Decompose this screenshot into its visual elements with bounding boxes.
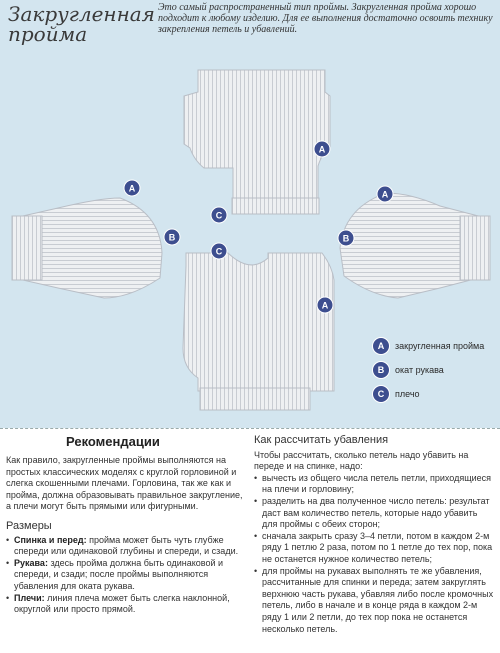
marker-a-front xyxy=(317,297,333,313)
right-cuff xyxy=(460,216,490,280)
legend-item-b xyxy=(373,358,484,382)
svg-text:B: B xyxy=(342,233,350,244)
svg-text:A: A xyxy=(128,183,136,194)
marker-a-left-sleeve xyxy=(124,180,140,196)
decreases-list xyxy=(254,473,494,635)
legend-marker: B xyxy=(373,362,389,378)
svg-text:C: C xyxy=(215,246,223,257)
marker-c-front xyxy=(211,243,227,259)
marker-a-back xyxy=(314,141,330,157)
decreases-intro: Чтобы рассчитать, сколько петель надо убавить на переде и на спинке, надо: xyxy=(254,449,469,472)
front-hem xyxy=(200,388,310,410)
marker-a-right-sleeve xyxy=(377,186,393,202)
list-item: • вычесть из общего числа петель петли, приходящиеся на плечи и горловину; xyxy=(254,473,494,496)
text-panel xyxy=(0,428,500,653)
title-line-1: Закругленная xyxy=(8,2,155,26)
svg-text:A: A xyxy=(321,300,329,311)
list-item: • Плечи: линия плеча может быть слегка наклонной, округлой или просто прямой. xyxy=(6,593,244,616)
sizes-list xyxy=(6,535,244,616)
title-line-2: пройма xyxy=(8,22,88,46)
back-hem xyxy=(232,198,319,214)
svg-text:A: A xyxy=(381,189,389,200)
intro-text: Это самый распространенный тип проймы. Закругленная пройма хорошо подходит к любому изделию. Для ее выполнения достаточно освоить технику закрепления петель и убавлений. xyxy=(158,2,493,35)
legend-item-c xyxy=(373,382,484,406)
illustration-area xyxy=(0,48,500,428)
list-item: • сначала закрыть сразу 3–4 петли, потом в каждом 2-м ряду 1 петлю 2 раза, потом по 1 петле до тех пор, пока не останется нужное количество петель; xyxy=(254,531,494,566)
legend-marker: C xyxy=(373,386,389,402)
recommendations-column xyxy=(6,455,244,616)
legend-label: плечо xyxy=(395,389,420,399)
legend-label: окат рукава xyxy=(395,365,444,375)
back-piece xyxy=(184,70,330,202)
svg-text:A: A xyxy=(318,144,326,155)
decreases-title: Как рассчитать убавления xyxy=(254,434,389,446)
legend xyxy=(373,334,484,406)
list-item: • для проймы на рукавах выполнять те же убавления, рассчитанные для спинки и переда; затем закруглять верхнюю часть рукава, убавляя либо после кромочных петель, либо в начале и в конце ряда в каждом 2-м ряду 1 или 2 петли, до тех пор пока не останется несколько петель. xyxy=(254,566,494,636)
page-title xyxy=(8,4,155,44)
svg-text:C: C xyxy=(215,210,223,221)
left-cuff xyxy=(12,216,42,280)
legend-marker: A xyxy=(373,338,389,354)
recommendations-title: Рекомендации xyxy=(66,434,160,449)
front-piece xyxy=(183,253,334,391)
list-item: • Рукава: здесь пройма должна быть одинаковой и спереди, и сзади; после проймы выполняются убавления для оката рукава. xyxy=(6,558,244,593)
marker-b-right-sleeve xyxy=(338,230,354,246)
list-item: • Спинка и перед: пройма может быть чуть глубже спереди или одинаковой глубины и спереди, и сзади. xyxy=(6,535,244,558)
decreases-column xyxy=(254,435,494,635)
marker-c-back xyxy=(211,207,227,223)
svg-text:B: B xyxy=(168,232,176,243)
header xyxy=(0,0,500,48)
legend-label: закругленная пройма xyxy=(395,341,485,351)
list-item: • разделить на два полученное число петель: результат даст вам количество петель, которые надо убавить для проймы с обеих сторон; xyxy=(254,496,494,531)
marker-b-left-sleeve xyxy=(164,229,180,245)
legend-item-a xyxy=(373,334,484,358)
sizes-title: Размеры xyxy=(6,519,52,532)
recommendations-intro: Как правило, закругленные проймы выполняются на простых классических моделях с круглой горловиной и слегка скошенными плечами. Горловина, так же как и пройма, должна образовывать правильное закругление, а плечи могут быть прямыми или фигурными. xyxy=(6,455,243,512)
